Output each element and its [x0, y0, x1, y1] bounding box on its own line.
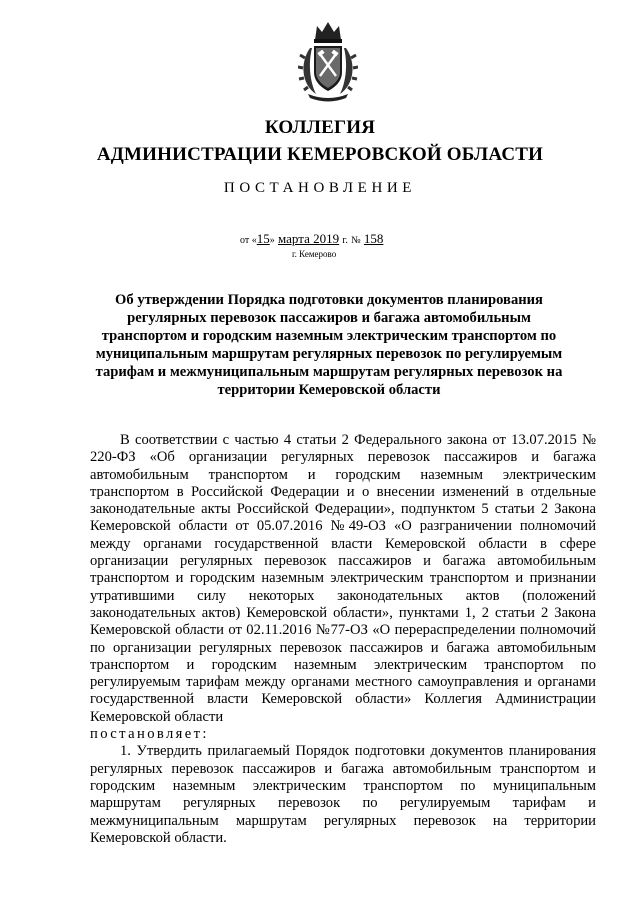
coat-of-arms-emblem [298, 18, 358, 102]
document-type: ПОСТАНОВЛЕНИЕ [223, 180, 417, 196]
org-name-line2: АДМИНИСТРАЦИИ КЕМЕРОВСКОЙ ОБЛАСТИ [96, 144, 544, 165]
document-title: Об утверждении Порядка подготовки документов планирования регулярных перевозок пассажиров и багажа автомобильным транспортом и городским наземным электрическим транспортом по муниципальным маршрутам регулярных перевозок по регулируемым тарифам и межмуниципальным маршрутам регулярных перевозок на территории Кемеровской области [95, 292, 563, 398]
issue-city: г. Кемерово [292, 249, 337, 259]
date-day: 15 [256, 231, 270, 246]
document-body [90, 432, 596, 847]
date-prefix: от « [240, 235, 257, 246]
date-close-quote: » [269, 235, 275, 246]
item-1-paragraph: 1. Утвердить прилагаемый Порядок подготовки документов планирования регулярных перевозок пассажиров и багажа автомобильным транспортом и городским наземным электрическим транспортом по муниципальным маршрутам регулярных перевозок по регулируемым тарифам и межмуниципальным маршрутам регулярных перевозок на территории Кемеровской области. [90, 743, 596, 846]
resolve-word: постановляет: [90, 726, 209, 743]
preamble-paragraph: В соответствии с частью 4 статьи 2 Федерального закона от 13.07.2015 № 220-ФЗ «Об организации регулярных перевозок пассажиров и багажа автомобильным транспортом и городским наземным электрическим транспортом в Российской Федерации и о внесении изменений в отдельные законодательные акты Российской Федерации», подпунктом 5 статьи 2 Закона Кемеровской области от 05.07.2016 №49-ОЗ «О разграничении полномочий между органами государственной власти Кемеровской области в сфере организации регулярных перевозок пассажиров и багажа автомобильным транспортом и городским наземным электрическим транспортом и признании утратившими силу некоторых законодательных актов (положений законодательных актов) Кемеровской области», пунктами 1, 2 статьи 2 Закона Кемеровской области от 02.11.2016 №77-ОЗ «О перераспределении полномочий по организации регулярных перевозок пассажиров и багажа автомобильным транспортом и городским наземным электрическим транспортом по регулируемым тарифам между органами местного самоуправления и органами государственной власти Кемеровской области» Коллегия Администрации Кемеровской области [90, 432, 596, 725]
document-number: 158 [363, 231, 384, 246]
date-line [240, 231, 383, 247]
date-month-year: марта 2019 [278, 231, 340, 246]
number-sign: № [351, 235, 361, 246]
org-name-line1: КОЛЛЕГИЯ [264, 117, 376, 138]
date-year-suffix: г. [342, 235, 348, 246]
